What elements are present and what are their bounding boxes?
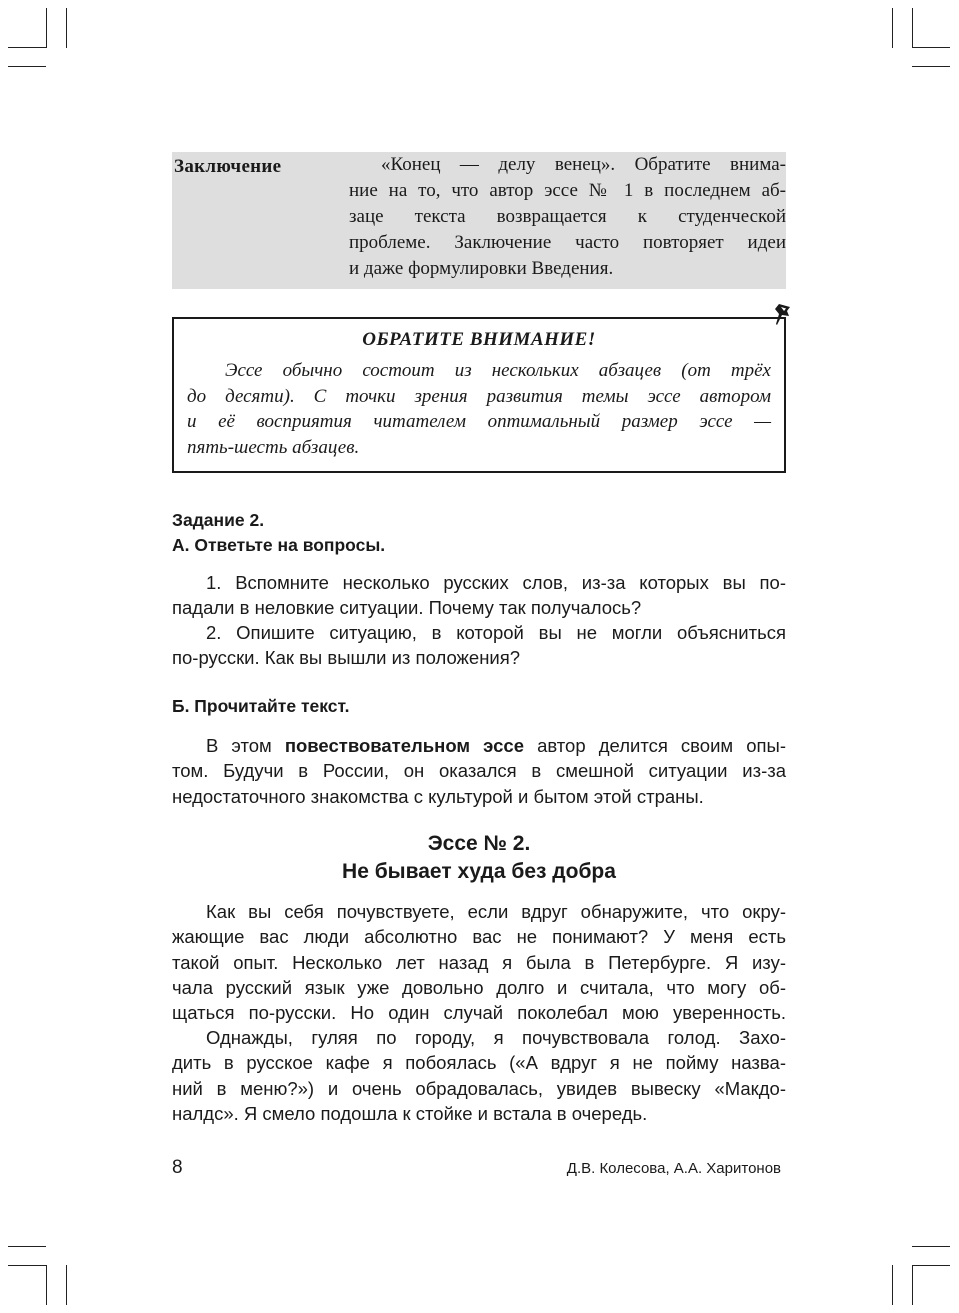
crop-mark (46, 1265, 47, 1305)
crop-mark (912, 1246, 950, 1247)
text-line: и её восприятия читателем оптимальный размер эссе — (187, 411, 771, 432)
text-line: такой опыт. Несколько лет назад я была в Петербурге. Я изу- (172, 951, 786, 973)
crop-mark (912, 47, 950, 48)
conclusion-label: Заключение (174, 156, 282, 177)
crop-mark (8, 1246, 46, 1247)
text-line: Эссе обычно состоит из нескольких абзацев (от трёх (225, 360, 771, 381)
text-line: проблеме. Заключение часто повторяет идеи (349, 232, 786, 253)
text-line (172, 733, 786, 758)
essay-number: Эссе № 2. (427, 832, 531, 855)
text-line: Однажды, гуляя по городу, я почувствовала голод. Захо- (206, 1027, 786, 1048)
intro-pre: В этом (206, 735, 285, 756)
intro-bold-term: повествовательном эссе (284, 735, 524, 756)
text-line: дить в русское кафе я побоялась («А вдруг я не пойму назва- (172, 1052, 786, 1074)
text-line: «Конец — делу венец». Обратите внима- (381, 154, 786, 175)
essay-paragraph-1 (172, 899, 786, 1025)
crop-mark (912, 66, 950, 67)
text-line: падали в неловкие ситуации. Почему так получалось? (172, 597, 642, 619)
text-line: щаться по-русски. Но один случай поколебал мою уверенность. (172, 1002, 786, 1024)
text-line: пять-шесть абзацев. (187, 436, 360, 458)
text-line: заце текста возвращается к студенческой (349, 206, 786, 227)
notice-title: ОБРАТИТЕ ВНИМАНИЕ! (362, 329, 596, 350)
essay-paragraph-2 (172, 1025, 786, 1126)
crop-mark (8, 47, 46, 48)
text-line: и даже формулировки Введения. (349, 258, 614, 279)
question-2 (172, 620, 786, 671)
notice-box (172, 317, 786, 473)
crop-mark (8, 66, 46, 67)
text-line: 1. Вспомните несколько русских слов, из-за которых вы по- (206, 572, 786, 593)
task-part-a: А. Ответьте на вопросы. (172, 535, 386, 555)
text-line: Как вы себя почувствуете, если вдруг обнаружите, что окру- (206, 901, 786, 922)
text-line: до десяти). С точки зрения развития темы эссе автором (187, 385, 771, 407)
crop-mark (912, 8, 913, 48)
text-line: ний в меню?») и очень обрадовалась, увидев вывеску «Макдо- (172, 1077, 786, 1099)
crop-mark (46, 8, 47, 48)
text-line: том. Будучи в России, он оказался в смешной ситуации из-за (172, 760, 786, 782)
conclusion-block (172, 152, 786, 289)
text-line: чала русский язык уже довольно долго и считала, что могу об- (172, 976, 786, 998)
intro-post: автор делится своим опы- (524, 735, 786, 756)
crop-mark (8, 1265, 46, 1266)
text-line: ние на то, что автор эссе № 1 в последнем аб- (349, 180, 786, 201)
text-line: налдс». Я смело подошла к стойке и встала в очередь. (172, 1102, 648, 1124)
text-line: недостаточного знакомства с культурой и бытом этой страны. (172, 785, 704, 807)
question-1 (172, 570, 786, 621)
conclusion-text (349, 152, 786, 282)
task-part-b: Б. Прочитайте текст. (172, 696, 350, 716)
essay-title: Не бывает худа без добра (342, 860, 616, 883)
crop-mark (892, 1265, 893, 1305)
footer-authors: Д.В. Колесова, А.А. Харитонов (566, 1160, 781, 1177)
task-header (172, 508, 786, 558)
text-line: 2. Опишите ситуацию, в которой вы не могли объясниться (206, 622, 786, 643)
crop-mark (66, 8, 67, 48)
crop-mark (912, 1265, 913, 1305)
crop-mark (66, 1265, 67, 1305)
notice-body (187, 358, 771, 460)
crop-mark (912, 1265, 950, 1266)
page-number: 8 (172, 1157, 183, 1178)
pushpin-icon (772, 302, 794, 330)
crop-mark (892, 8, 893, 48)
intro-paragraph (172, 733, 786, 809)
text-line: по-русски. Как вы вышли из положения? (172, 647, 521, 669)
text-line: жающие вас люди абсолютно вас не понимают? У меня есть (172, 926, 786, 948)
task-heading: Задание 2. (172, 510, 265, 530)
